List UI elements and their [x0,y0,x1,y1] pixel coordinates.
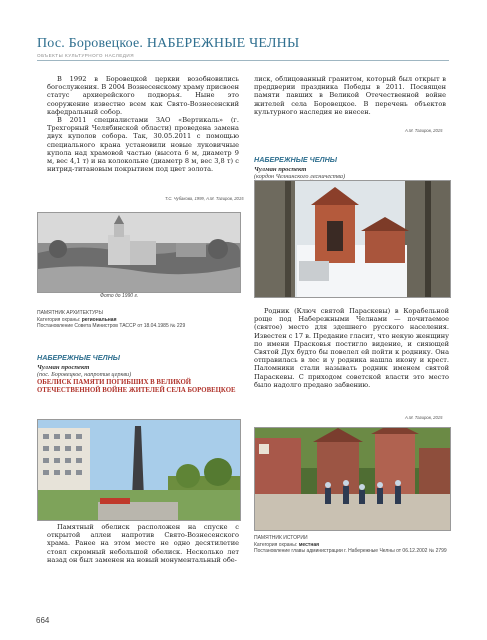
architecture-type: ПАМЯТНИК АРХИТЕКТУРЫ [37,310,103,316]
spring-paragraph-1: Родник (Ключ святой Параскевы) в Корабельной роще под Набережными Челнами — почитаемое (святое) место для здешнего русского населения. Известен с 17 в. Предание гласит, что некую женщину по имени Прасковья постигло видение, и сияющей Святой Дух будто бы повелел ей пойти к роднику. Она отправилась в лес и у родника нашла икону и крест. Паломники стали называть родник именем святой Параскевы. С приходом советской власти это место было надолго предано забвению. [254,307,449,389]
spring-photo-summer [254,427,451,531]
history-type: ПАМЯТНИК ИСТОРИИ [254,535,308,541]
obelisk-photo-image [38,420,240,520]
spring-photo-summer-image [255,428,450,530]
spring-text [254,307,449,389]
header-rule [37,60,449,61]
church-photo-image [38,213,240,292]
obelisk-photo [37,419,241,521]
spring-note: (кордон Челнинского лесничества) [254,173,346,180]
obelisk-street: Чулман проспект [37,364,90,371]
church-paragraph-1: В 1992 в Боровецкой церкви возобновились богослужения. В 2004 Вознесенскому храму присвоен статус архиерейского подворья. Ныне это сооружение известно всем как Свято-Вознесенский кафедральный собор. [47,75,239,116]
architecture-decree: Постановление Совета Министров ТАССР от 18.04.1985 № 229 [37,323,186,330]
architecture-meta [37,310,237,330]
page-number: 664 [36,616,50,625]
church-text [47,75,239,173]
church-photo-caption: Фото до 1990 г. [100,293,139,299]
spring-photo-winter [254,180,451,298]
obelisk-name: ОБЕЛИСК ПАМЯТИ ПОГИБШИХ В ВЕЛИКОЙ ОТЕЧЕСТВЕННОЙ ВОЙНЕ ЖИТЕЛЕЙ СЕЛА БОРОВЕЦКОЕ [37,379,236,395]
history-category-value: местная [298,541,320,548]
obelisk-text [47,523,239,564]
church-paragraph-2: В 2011 специалистами ЗАО «Вертикаль» (г. Трехгорный Челябинской области) проведена замена двух куполов собора. Так, 30.05.2011 с помощью специального крана установили новые луковичные купола над храмовой частью (высота 6 м, диаметр 9 м, вес 4,1 т) и на колокольне (диаметр 8 м, вес 3,8 т) с нитрид-титановым покрытием под цвет золота. [47,116,239,174]
church-credit: Т.С. Чубакова, 1999, А.М. Тагиров, 2015 [165,196,244,201]
obelisk-paragraph-1: Памятный обелиск расположен на спуске с открытой аллеи напротив Свято-Вознесенского храма. Ранее на этом месте не одно десятилетие стоял скромный небольшой обелиск. Несколько лет назад он был заменен на новый монументальный обе- [47,523,239,564]
spring-city: НАБЕРЕЖНЫЕ ЧЕЛНЫ [254,155,337,164]
history-category [254,542,449,549]
obelisk-city: НАБЕРЕЖНЫЕ ЧЕЛНЫ [37,353,120,362]
architecture-category-value: региональная [81,316,117,323]
architecture-category-label: Категория охраны: [37,316,81,323]
obelisk-text-continued [254,75,446,116]
church-photo [37,212,241,293]
architecture-category [37,317,237,324]
history-meta [254,535,449,555]
history-decree: Постановление главы администрации г. Набережные Челны от 06.12.2002 № 2799 [254,548,447,555]
spring-credit: А.М. Тагиров, 2015 [405,415,443,420]
obelisk-note: (пос. Боровецкое, напротив церкви) [37,371,132,378]
obelisk-paragraph-continued: лиск, облицованный гранитом, который был открыт в преддверии праздника Победы в 2011. Посвящен памяти павших в Великой Отечественной войне жителей села Боровецкое. В перечень объектов культурного наследия не внесен. [254,75,446,116]
obelisk-credit: А.М. Тагиров, 2015 [405,128,443,133]
obelisk-heading [37,353,237,396]
page-title: Пос. Боровецкое. НАБЕРЕЖНЫЕ ЧЕЛНЫ [37,36,300,51]
history-category-label: Категория охраны: [254,541,298,548]
spring-street: Чулман проспект [254,166,307,173]
page-subtitle: ОБЪЕКТЫ КУЛЬТУРНОГО НАСЛЕДИЯ [37,53,135,58]
spring-photo-winter-image [255,181,450,297]
